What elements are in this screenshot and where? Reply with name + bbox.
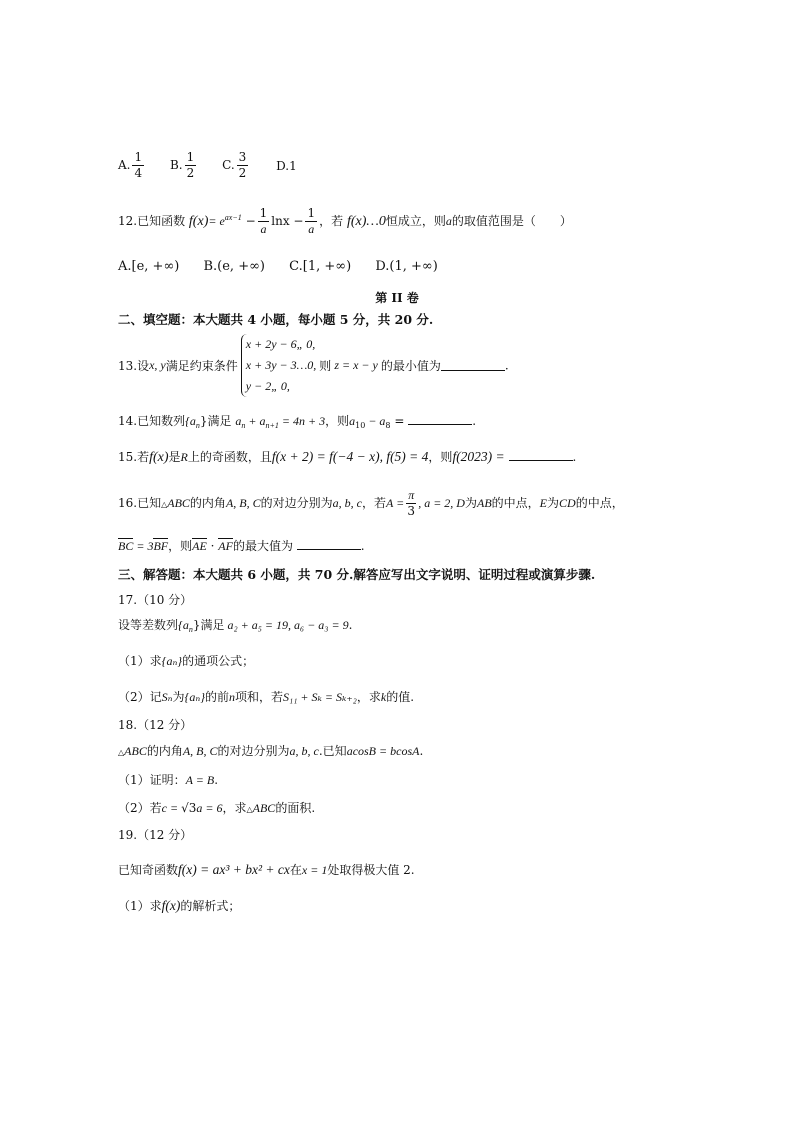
q18-head: 18.（12 分）: [118, 718, 193, 732]
answer-blank[interactable]: [408, 414, 472, 425]
triangle-icon: △: [118, 748, 125, 757]
question-16-line-2: BC = 3BF，则AE · AF的最大值为 .: [118, 539, 365, 553]
q17-part-2: （2）记Sₙ为{aₙ}的前n项和，若S₁₁ + Sₖ = Sₖ₊₂，求k的值.: [118, 690, 415, 704]
answer-blank[interactable]: [509, 450, 573, 461]
q11-option-a: A. $\frac{1}{4}$: [118, 150, 143, 180]
triangle-icon: △: [161, 500, 168, 509]
fraction: $\frac{1}{2}$: [186, 150, 195, 180]
fraction: $\frac{\pi}{3}$: [407, 488, 416, 518]
section-3-title: 三、解答题：本大题共 6 小题，共 70 分.解答应写出文字说明、证明过程或演算步骤.: [118, 567, 596, 582]
q12-option-a: A.[e, +∞): [118, 259, 180, 274]
question-16: 16.已知△ABC的内角A, B, C的对边分别为a, b, c，若A = $\frac{\pi}{3}$ , a = 2, D为AB的中点，E为CD的中点，: [118, 488, 624, 518]
q18-part-2: （2）若c = √3a = 6，求△ABC的面积.: [118, 801, 316, 815]
fraction: $\frac{3}{2}$: [238, 150, 247, 180]
q17-stem: 设等差数列$\{a_n\}$满足 a₂ + a₅ = 19, a₆ − a₃ = 9.: [118, 618, 353, 634]
vector-ae: AE: [192, 539, 207, 553]
q12-option-b: B.(e, +∞): [203, 259, 265, 274]
q17-head: 17.（10 分）: [118, 593, 193, 607]
q11-options: [118, 150, 297, 181]
question-15: 15.若f(x)是R上的奇函数，且f(x + 2) = f(−4 − x), f(5) = 4，则f(2023) = .: [118, 449, 577, 465]
q11-option-b: B. $\frac{1}{2}$: [169, 150, 195, 180]
constraint-system: x + 2y − 6„ 0, x + 3y − 3…0, y − 2„ 0,: [241, 334, 317, 397]
q19-stem: 已知奇函数f(x) = ax³ + bx² + cx在x = 1处取得极大值 2.: [118, 862, 415, 877]
q11-option-c: C. $\frac{3}{2}$: [222, 150, 247, 180]
fraction: $\frac{1}{a}$: [259, 206, 268, 236]
vector-bf: BF: [153, 539, 169, 553]
question-12: 12.已知函数 $f(x)= e^{ax-1}$ − $\frac{1}{a}$ lnx − $\frac{1}{a}$ ，若 f(x)…0恒成立，则a的取值范围是（ ）: [118, 206, 572, 236]
q18-stem: △ABC的内角A, B, C的对边分别为a, b, c.已知acosB = bcosA.: [118, 744, 424, 758]
fraction: $\frac{1}{a}$: [307, 206, 316, 236]
q18-part-1: （1）证明：A = B.: [118, 773, 219, 787]
q11-option-d: D.1: [276, 158, 297, 173]
q12-option-d: D.(1, +∞): [375, 259, 438, 274]
question-14: 14.已知数列$\{a_n\}$满足 $a_n + a_{n+1} = 4n + 3$，则$a_{10} - a_8$ = .: [118, 414, 477, 430]
q12-options: [118, 259, 438, 274]
q19-part-1: （1）求f(x)的解析式；: [118, 898, 241, 913]
q19-head: 19.（12 分）: [118, 828, 193, 842]
q12-option-c: C.[1, +∞): [289, 259, 352, 274]
triangle-icon: △: [246, 805, 253, 814]
volume-title: 第 II 卷: [375, 291, 419, 305]
answer-blank[interactable]: [441, 360, 505, 371]
vector-af: AF: [218, 539, 233, 553]
q17-part-1: （1）求{aₙ}的通项公式；: [118, 654, 255, 668]
section-2-title: 二、填空题：本大题共 4 小题，每小题 5 分，共 20 分.: [118, 312, 434, 327]
vector-bc: BC: [118, 539, 134, 553]
answer-blank[interactable]: [297, 539, 361, 550]
fraction: $\frac{1}{4}$: [134, 150, 143, 180]
question-13: 13.设x, y满足约束条件 x + 2y − 6„ 0, x + 3y − 3…0, y − 2„ 0, 则 z = x − y 的最小值为 .: [118, 334, 509, 397]
